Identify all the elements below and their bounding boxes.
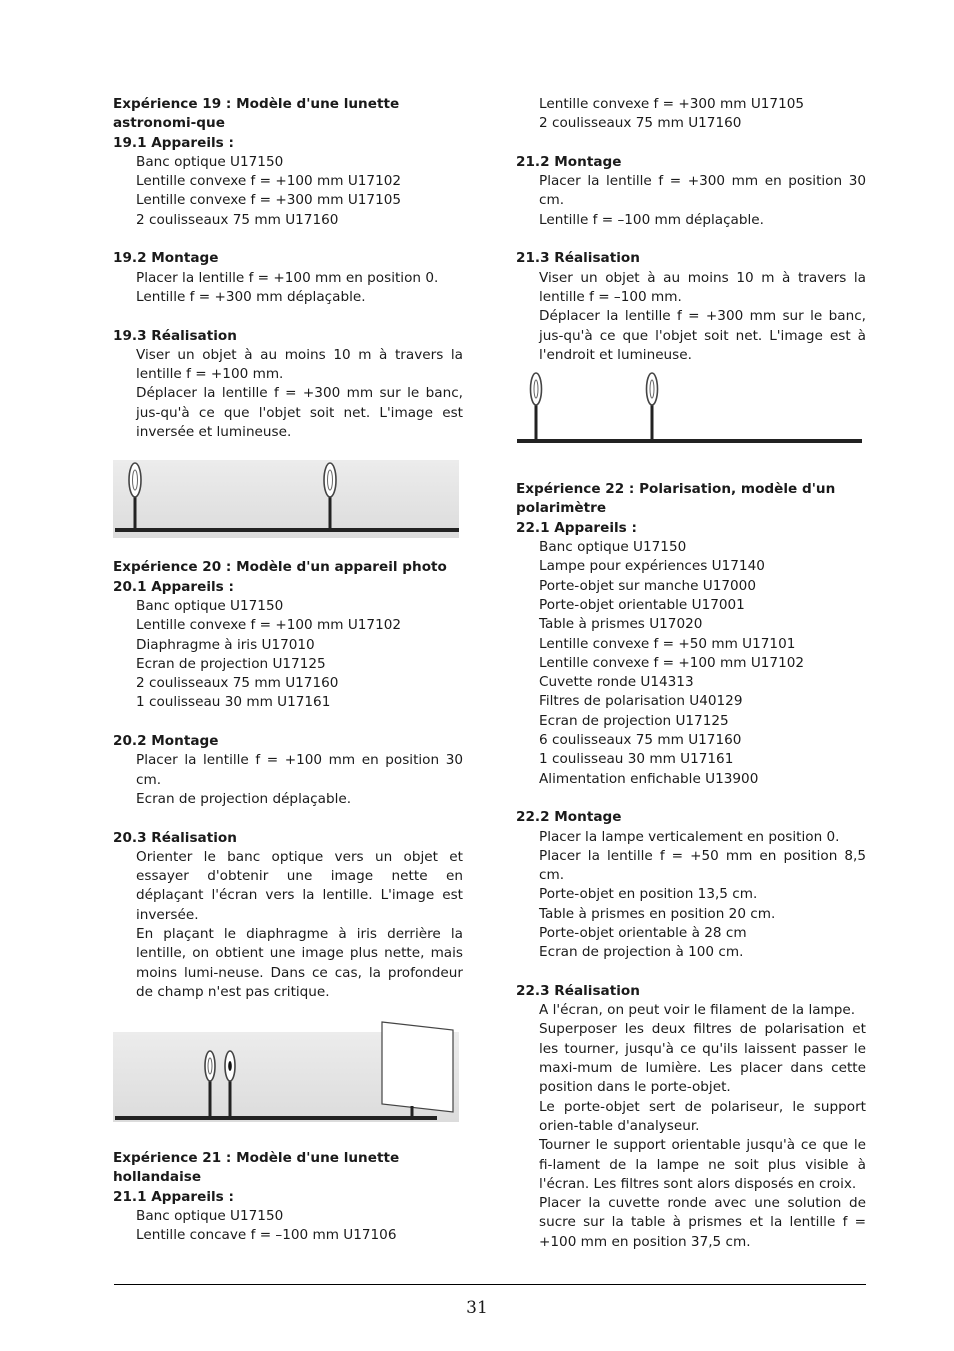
exp19-figure (113, 456, 463, 556)
exp21-montage-2: Lentille f = –100 mm déplaçable. (539, 211, 764, 228)
exp20-item-4: Ecran de projection U17125 (136, 655, 326, 672)
exp21-section-2: 21.2 Montage (516, 153, 622, 170)
exp21-section-1: 21.1 Appareils : (113, 1188, 234, 1205)
exp22-item-5: Table à prismes U17020 (539, 616, 703, 633)
exp21-title: Expérience 21 : Modèle d'une lunette hollandaise (113, 1150, 400, 1186)
exp21-item-4: 2 coulisseaux 75 mm U17160 (539, 115, 742, 132)
exp22-section-2: 22.2 Montage (516, 809, 622, 826)
left-column (113, 95, 463, 1246)
exp22-item-12: 1 coulisseau 30 mm U17161 (539, 751, 734, 768)
exp22-item-3: Porte-objet sur manche U17000 (539, 577, 756, 594)
exp22-montage-4: Table à prismes en position 20 cm. (539, 905, 776, 922)
exp20-item-5: 2 coulisseaux 75 mm U17160 (136, 675, 339, 692)
exp20-montage-1: Placer la lentille f = +100 mm en position 30 cm. (136, 752, 463, 788)
exp22-realisation-p2: Superposer les deux filtres de polarisation et les tourner, jusqu'à ce qu'ils laissent passer le maxi-mum de lumière. Les placer dans cette position dans le porte-objet. (539, 1021, 866, 1096)
exp22-realisation-p3: Le porte-objet sert de polariseur, le support orien-table d'analyseur. (539, 1098, 866, 1134)
exp21-figure (516, 367, 866, 455)
exp22-item-2: Lampe pour expériences U17140 (539, 558, 765, 575)
exp20-section-2: 20.2 Montage (113, 733, 219, 750)
exp20-item-3: Diaphragme à iris U17010 (136, 636, 315, 653)
exp22-realisation-p1: A l'écran, on peut voir le filament de la lampe. (539, 1002, 856, 1019)
exp20-section-3: 20.3 Réalisation (113, 829, 237, 846)
exp22-item-4: Porte-objet orientable U17001 (539, 596, 745, 613)
exp20-item-1: Banc optique U17150 (136, 597, 284, 614)
exp20-montage-2: Ecran de projection déplaçable. (136, 790, 352, 807)
exp22-item-8: Cuvette ronde U14313 (539, 674, 694, 691)
exp19-item-2: Lentille convexe f = +100 mm U17102 (136, 173, 402, 190)
exp22-item-10: Ecran de projection U17125 (539, 712, 729, 729)
page-number: 31 (466, 1298, 488, 1318)
exp22-montage-2: Placer la lentille f = +50 mm en position 8,5 cm. (539, 847, 866, 884)
exp21-realisation-p1: Viser un objet à au moins 10 m à travers la lentille f = –100 mm. (539, 269, 866, 305)
exp21-item-2: Lentille concave f = –100 mm U17106 (136, 1227, 397, 1244)
exp19-montage-2: Lentille f = +300 mm déplaçable. (136, 288, 366, 305)
exp21-montage-1: Placer la lentille f = +300 mm en position 30 cm. (539, 173, 866, 209)
exp22-montage-1: Placer la lampe verticalement en position 0. (539, 828, 840, 845)
exp21-item-3: Lentille convexe f = +300 mm U17105 (539, 96, 805, 112)
exp22-item-13: Alimentation enfichable U13900 (539, 770, 759, 787)
exp22-item-11: 6 coulisseaux 75 mm U17160 (539, 732, 742, 749)
exp22-realisation-p4: Tourner le support orientable jusqu'à ce que le fi-lament de la lampe ne soit plus visible à l'écran. Les filtres sont alors disposés en croix. (539, 1137, 866, 1192)
exp22-title: Expérience 22 : Polarisation, modèle d'un polarimètre (516, 481, 836, 517)
exp19-section-1: 19.1 Appareils : (113, 134, 234, 151)
exp22-montage-6: Ecran de projection à 100 cm. (539, 944, 744, 961)
exp21-section-3: 21.3 Réalisation (516, 250, 640, 267)
right-column (516, 95, 866, 1252)
exp19-item-4: 2 coulisseaux 75 mm U17160 (136, 211, 339, 228)
exp20-item-2: Lentille convexe f = +100 mm U17102 (136, 617, 402, 634)
exp20-realisation-p1: Orienter le banc optique vers un objet et essayer d'obtenir une image nette en déplaçant l'écran vers la lentille. L'image est inversée. (136, 848, 463, 923)
exp19-section-2: 19.2 Montage (113, 250, 219, 267)
exp22-realisation-p5: Placer la cuvette ronde avec une solution de sucre sur la table à prismes et la lentille f = +100 mm en position 37,5 cm. (539, 1195, 866, 1250)
exp22-item-9: Filtres de polarisation U40129 (539, 693, 743, 710)
exp22-montage-3: Porte-objet en position 13,5 cm. (539, 886, 758, 903)
exp19-realisation-p1: Viser un objet à au moins 10 m à travers la lentille f = +100 mm. (136, 346, 463, 383)
exp19-section-3: 19.3 Réalisation (113, 327, 237, 344)
exp22-item-7: Lentille convexe f = +100 mm U17102 (539, 654, 805, 671)
exp19-realisation-p2: Déplacer la lentille f = +300 mm sur le banc, jus-qu'à ce que l'objet soit net. L'image est inversée et lumineuse. (136, 385, 463, 441)
exp20-item-6: 1 coulisseau 30 mm U17161 (136, 694, 331, 711)
exp20-figure (113, 1018, 463, 1133)
exp22-section-3: 22.3 Réalisation (516, 982, 640, 999)
exp19-montage-1: Placer la lentille f = +100 mm en position 0. (136, 269, 439, 286)
exp22-montage-5: Porte-objet orientable à 28 cm (539, 924, 747, 941)
exp20-title: Expérience 20 : Modèle d'un appareil photo (113, 559, 447, 576)
exp21-realisation-p2: Déplacer la lentille f = +300 mm sur le banc, jus-qu'à ce que l'objet soit net. L'image est à l'endroit et lumineuse. (539, 308, 866, 363)
exp20-section-1: 20.1 Appareils : (113, 578, 234, 595)
exp21-item-1: Banc optique U17150 (136, 1208, 284, 1225)
exp19-item-3: Lentille convexe f = +300 mm U17105 (136, 192, 402, 209)
exp19-title: Expérience 19 : Modèle d'une lunette astronomi-que (113, 96, 400, 132)
exp22-section-1: 22.1 Appareils : (516, 519, 637, 536)
exp20-realisation-p2: En plaçant le diaphragme à iris derrière la lentille, on obtient une image plus nette, mais moins lumi-neuse. Dans ce cas, la profondeur de champ n'est pas critique. (136, 925, 463, 1000)
exp22-item-1: Banc optique U17150 (539, 539, 687, 556)
exp22-item-6: Lentille convexe f = +50 mm U17101 (539, 635, 796, 652)
footer-rule (114, 1284, 866, 1285)
exp19-item-1: Banc optique U17150 (136, 153, 284, 170)
